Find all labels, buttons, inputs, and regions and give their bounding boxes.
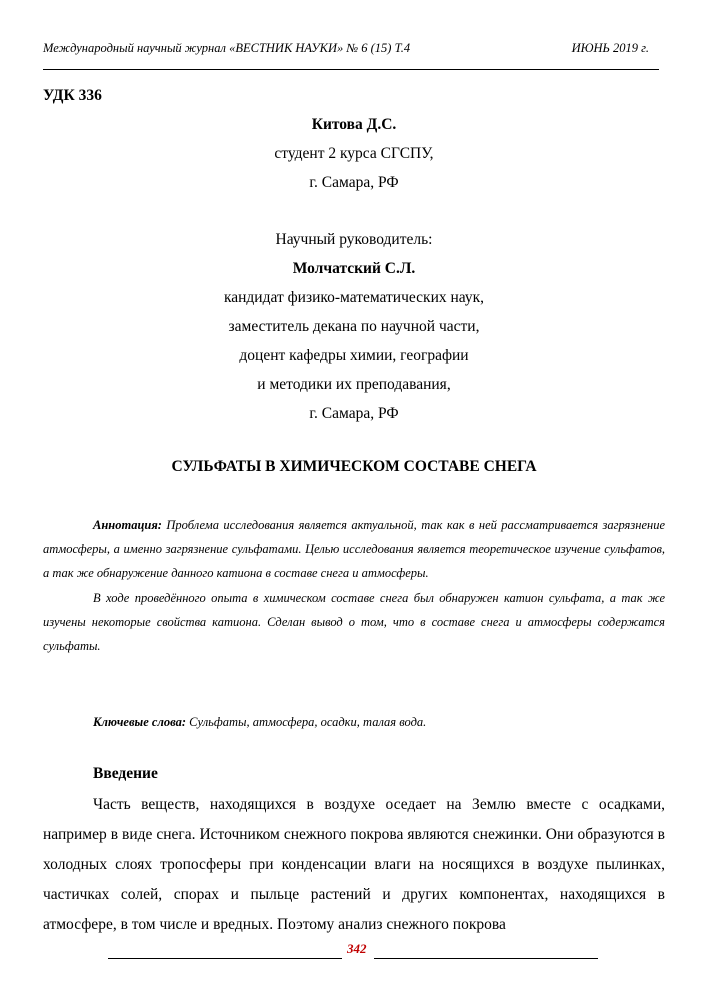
issue-date: ИЮНЬ 2019 г. [571,41,649,55]
udk-code: УДК 336 [43,87,102,104]
supervisor-line: г. Самара, РФ [309,405,399,422]
supervisor-line: доцент кафедры химии, географии [239,347,469,364]
supervisor-line: заместитель декана по научной части, [228,318,480,335]
keywords [43,710,665,734]
journal-title: Международный научный журнал «ВЕСТНИК НАУКИ» № 6 (15) Т.4 [43,41,411,55]
keywords-label: Ключевые слова: [93,715,187,729]
supervisor-name: Молчатский С.Л. [292,260,416,277]
abstract-paragraph [43,513,665,586]
abstract-text: Проблема исследования является актуальной, так как в ней рассматривается загрязнение атмосферы, а именно загрязнение сульфатами. Целью исследования является теоретическое изучение сульфатов, а так же обнаружение данного катиона в составе снега и атмосферы. [43,518,665,581]
page-footer [108,940,598,962]
abstract [43,513,665,658]
author-name: Китова Д.С. [311,116,397,133]
supervisor-block [43,225,665,428]
header-rule [43,69,659,70]
footer-rule-right [374,958,598,959]
author-city: г. Самара, РФ [309,174,399,191]
body-paragraph: Часть веществ, находящихся в воздухе оседает на Землю вместе с осадками, например в виде снега. Источником снежного покрова являются снежинки. Они образуются в холодных слоях тропосферы при конденсации влаги на носящихся в воздухе пылинках, частичках солей, спорах и пыльце растений и других компонентах, находящихся в атмосфере, в том числе и вредных. Поэтому анализ снежного покрова [43,796,665,933]
abstract-paragraph: В ходе проведённого опыта в химическом составе снега был обнаружен катион сульфата, а так же изучены некоторые свойства катиона. Сделан вывод о том, что в составе снега и атмосферы содержатся сульфаты. [43,590,665,654]
article-title: СУЛЬФАТЫ В ХИМИЧЕСКОМ СОСТАВЕ СНЕГА [171,458,537,475]
author-position: студент 2 курса СГСПУ, [274,145,434,162]
supervisor-label: Научный руководитель: [275,231,433,248]
footer-rule-left [108,958,342,959]
author-block [43,110,665,197]
page-number: 342 [347,941,367,956]
supervisor-line: кандидат физико-математических наук, [223,289,485,306]
section-heading: Введение [93,765,158,782]
abstract-label: Аннотация: [93,518,162,532]
supervisor-line: и методики их преподавания, [257,376,451,393]
keywords-text: Сульфаты, атмосфера, осадки, талая вода. [186,715,427,729]
